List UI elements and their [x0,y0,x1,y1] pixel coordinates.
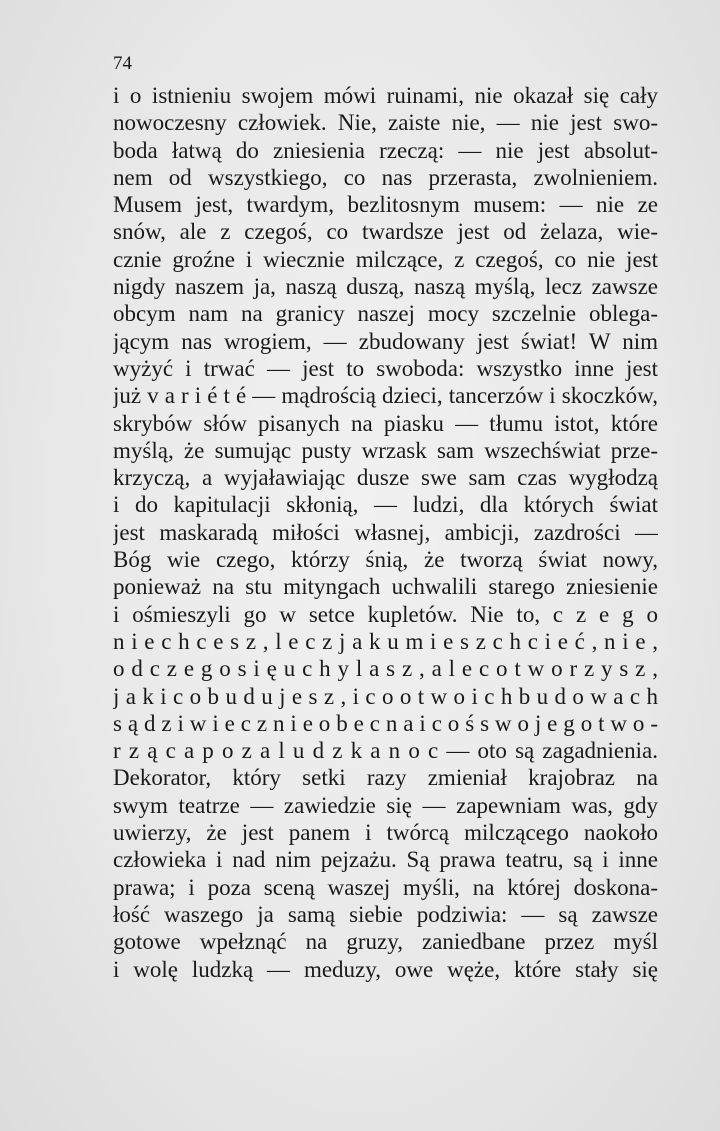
text-line: gotowe wpełznąć na gruzy, zaniedbane przez myśl [113,929,658,955]
text-line: uwierzy, że jest panem i twórcą milczącego naokoło [113,820,658,846]
text-line: Musem jest, twardym, bezlitosnym musem: — nie ze [113,192,658,218]
text-line: n i e c h c e s z , l e c z j a k u m i e s z c h c i e ć , n i e , [113,628,658,654]
text-line: Bóg wie czego, którzy śnią, że tworzą świat nowy, [113,547,658,573]
text-line: nowoczesny człowiek. Nie, zaiste nie, — nie jest swo- [113,110,658,136]
text-line: już v a r i é t é — mądrością dzieci, tancerzów i skoczków, [113,383,658,409]
text-line: i wolę ludzką — meduzy, owe węże, które stały się [113,956,658,982]
text-line: łość waszego ja samą siebie podziwia: — są zawsze [113,901,658,927]
text-line: jest maskaradą miłości własnej, ambicji, zazdrości — [113,519,658,545]
text-line: ponieważ na stu mityngach uchwalili starego zniesienie [113,574,658,600]
text-line: j a k i c o b u d u j e s z , i c o o t w o i c h b u d o w a c h [113,683,658,709]
text-line: swym teatrze — zawiedzie się — zapewniam was, gdy [113,792,658,818]
text-line: jącym nas wrogiem, — zbudowany jest świat! W nim [113,328,658,354]
text-line: snów, ale z czegoś, co twardsze jest od żelaza, wie- [113,219,658,245]
text-line: Dekorator, który setki razy zmieniał krajobraz na [113,765,658,791]
text-line: nigdy naszem ja, naszą duszą, naszą myślą, lecz zawsze [113,274,658,300]
page-number: 74 [113,53,132,74]
text-line: r z ą c a p o z a l u d z k a n o c — oto są zagadnienia. [113,738,658,764]
text-line: boda łatwą do zniesienia rzeczą: — nie jest absolut- [113,137,658,163]
text-line: i do kapitulacji skłonią, — ludzi, dla których świat [113,492,658,518]
text-line: nem od wszystkiego, co nas przerasta, zwolnieniem. [113,164,658,190]
text-line: s ą d z i w i e c z n i e o b e c n a i c o ś s w o j e g o t w o - [113,710,658,736]
text-line: cznie groźne i wiecznie milczące, z czegoś, co nie jest [113,246,658,272]
text-line: i o istnieniu swojem mówi ruinami, nie okazał się cały [113,83,658,108]
text-line: krzyczą, a wyjaławiając dusze swe sam czas wygłodzą [113,465,658,491]
body-text [113,82,658,983]
text-line: o d c z e g o s i ę u c h y l a s z , a l e c o t w o r z y s z , [113,656,658,682]
text-line: obcym nam na granicy naszej mocy szczelnie oblega- [113,301,658,327]
text-line: prawa; i poza sceną waszej myśli, na której doskona- [113,874,658,900]
text-line: skrybów słów pisanych na piasku — tłumu istot, które [113,410,658,436]
text-line: myślą, że sumując pusty wrzask sam wszechświat prze- [113,437,658,463]
text-line: człowieka i nad nim pejzażu. Są prawa teatru, są i inne [113,847,658,873]
text-line: i ośmieszyli go w setce kupletów. Nie to, c z e g o [113,601,658,627]
text-line: wyżyć i trwać — jest to swoboda: wszystko inne jest [113,355,658,381]
